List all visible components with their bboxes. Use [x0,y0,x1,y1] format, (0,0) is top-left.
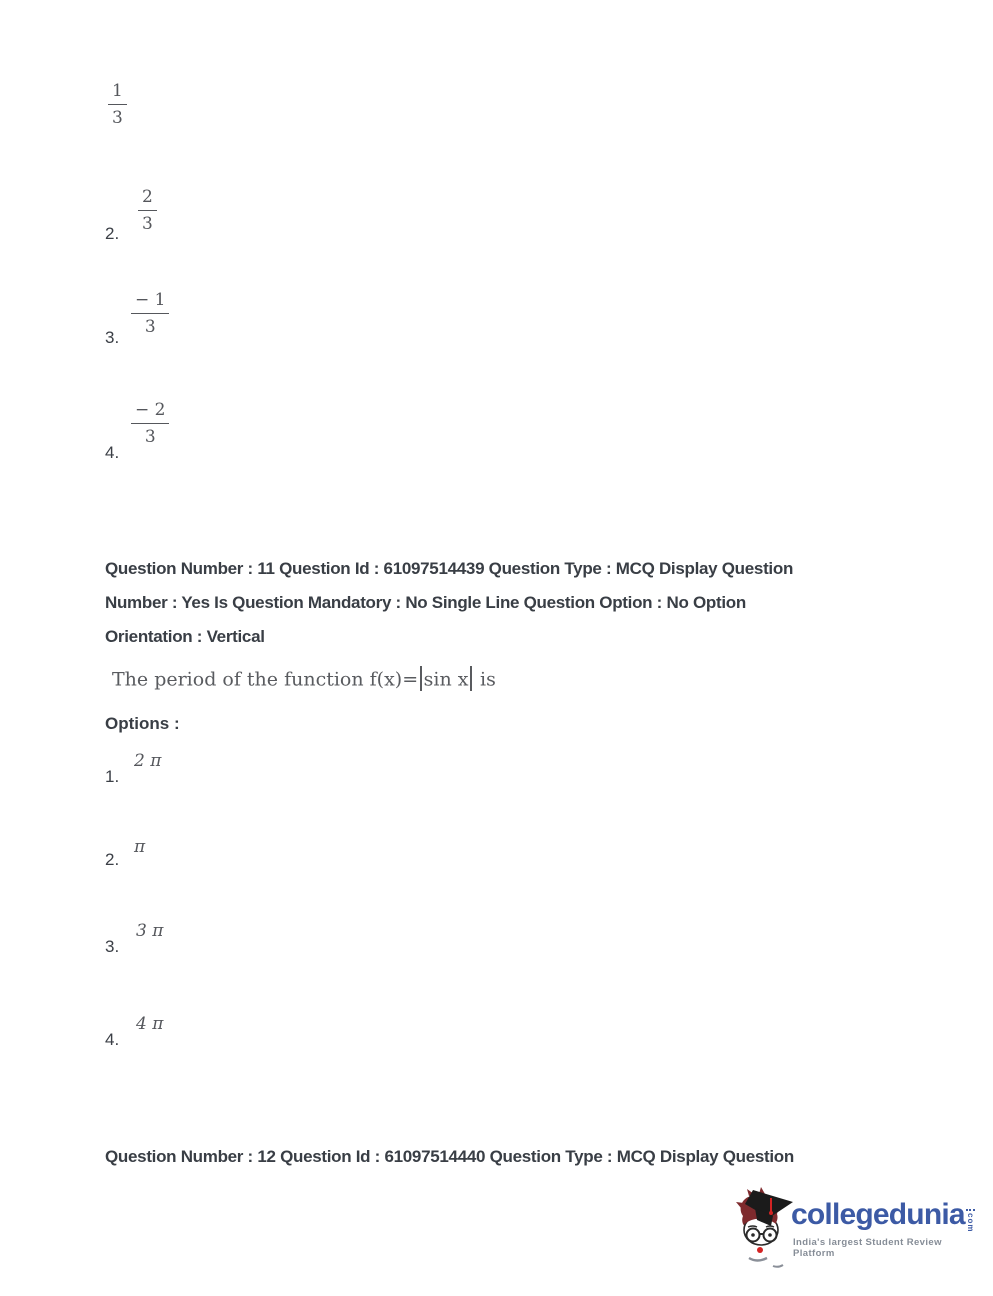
prev-option-4 [105,443,119,463]
brand-tagline: India's largest Student Review Platform [793,1237,942,1259]
question-text-prefix: The period of the function f(x)= [112,668,419,691]
q11-option-4-number: 4. [105,1030,120,1049]
question-12-header [105,1140,794,1174]
prev-option-2 [105,224,119,244]
options-label: Options : [105,714,180,733]
header-line-3: Orientation : Vertical [105,627,265,646]
question-text-suffix: is [473,668,496,691]
option-value: π [134,837,146,857]
option-value: 4 π [136,1014,164,1034]
header-line-1: Question Number : 11 Question Id : 61097514439 Question Type : MCQ Display Question [105,559,794,578]
brand-wordmark [791,1200,975,1232]
prev-option-3 [105,328,119,348]
fraction-denominator: 3 [131,423,169,448]
q11-option-1-value [134,751,161,771]
q11-option-2-value [134,837,145,857]
option-value: 3 π [136,921,164,941]
fraction-denominator: 3 [138,210,157,235]
option-number: 3. [105,328,120,347]
fraction-numerator: 1 [112,81,123,101]
brand-name: collegedunia [791,1198,965,1231]
abs-bar-left [420,666,422,691]
fraction [138,186,157,236]
question-11-body [112,666,496,695]
header-line-2: Number : Yes Is Question Mandatory : No Single Line Question Option : No Option [105,593,746,612]
q11-option-4-value [136,1014,163,1034]
fraction-denominator: 3 [108,104,127,129]
q11-option-2-number: 2. [105,850,120,869]
q11-option-3-value [136,921,163,941]
option-number: 4. [105,443,120,462]
prev-option-3-value [131,289,169,339]
collegedunia-mascot-icon [733,1186,795,1270]
prev-option-4-value [131,399,169,449]
option-number: 2. [105,224,120,243]
fraction-numerator: − 1 [135,290,166,310]
fraction-denominator: 3 [131,313,169,338]
header-line-1: Question Number : 12 Question Id : 61097514440 Question Type : MCQ Display Question [105,1147,794,1166]
q11-option-3-number: 3. [105,937,120,956]
fraction [131,289,169,339]
brand-domain-suffix: com [966,1209,975,1232]
q11-option-1-number: 1. [105,767,120,786]
prev-option-1 [108,80,127,130]
question-abs-content: sin x [423,668,469,691]
fraction [108,80,127,130]
fraction-numerator: 2 [142,187,153,207]
prev-option-2-value [138,186,157,236]
question-11-header [105,552,793,654]
fraction-numerator: − 2 [135,400,166,420]
fraction [131,399,169,449]
collegedunia-logo [733,1184,975,1268]
option-value: 2 π [134,751,162,771]
abs-bar-right [470,666,472,691]
